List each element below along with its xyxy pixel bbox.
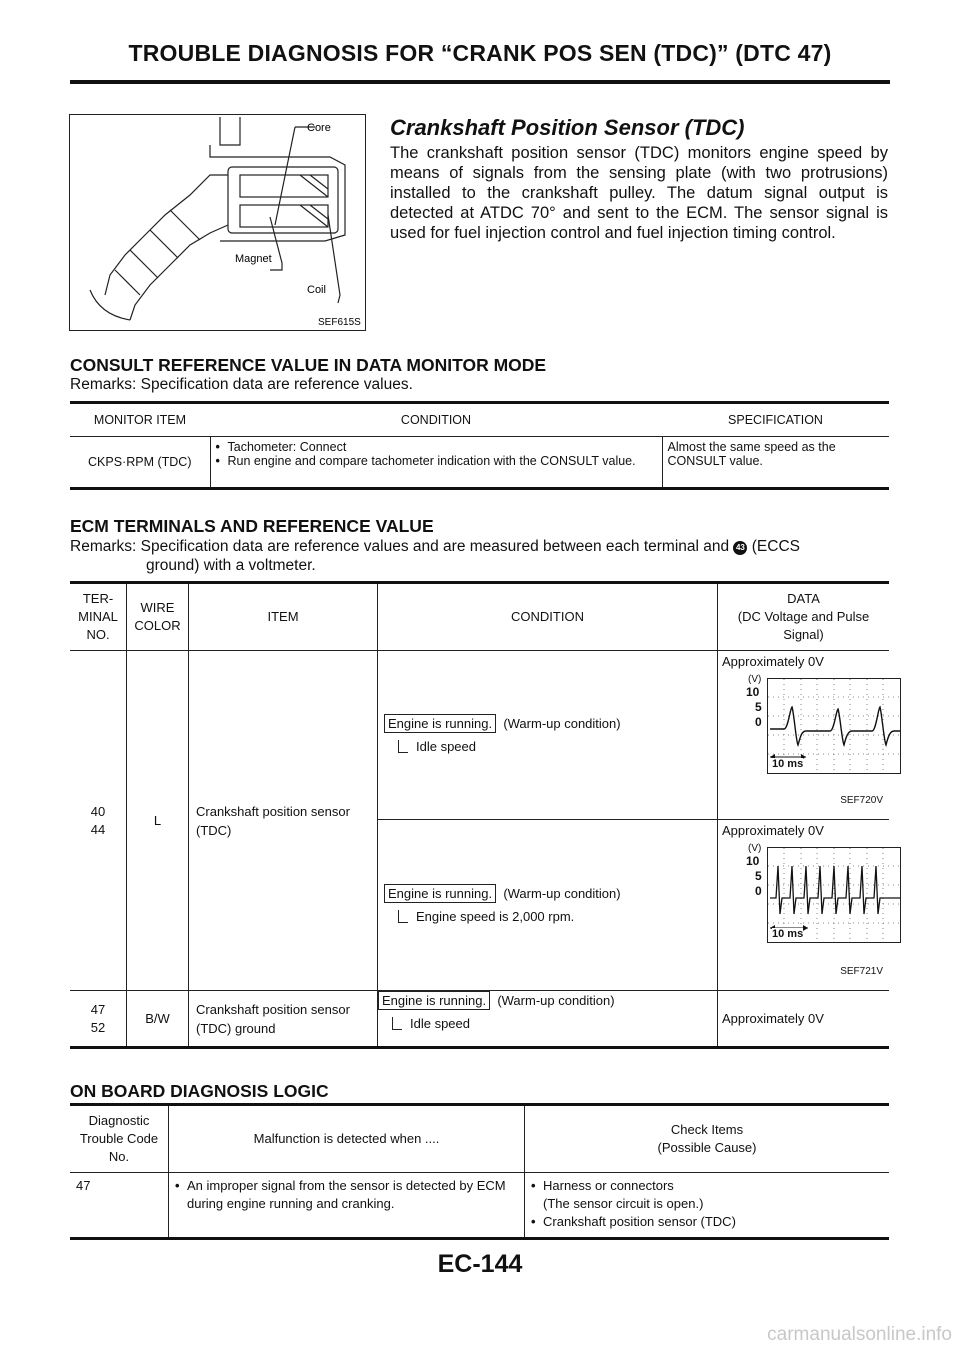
check-items-cell: [525, 1173, 890, 1239]
condition-detail-line: [384, 909, 717, 924]
scope-tick-5: 5: [755, 700, 762, 714]
ecm-heading: ECM TERMINALS AND REFERENCE VALUE: [70, 516, 434, 536]
label-coil: Coil: [307, 284, 326, 296]
scope-unit: (V): [748, 843, 762, 854]
col-wire-l2: COLOR: [134, 618, 181, 633]
col-terminal-l2: MINAL: [78, 609, 118, 624]
scope-unit: (V): [748, 674, 762, 685]
table-row: [70, 651, 889, 820]
col-monitor-item: MONITOR ITEM: [70, 404, 210, 437]
condition-cell: [378, 651, 718, 820]
crankshaft-sensor-drawing: [70, 115, 365, 330]
data-value: Approximately 0V: [722, 823, 824, 838]
watermark: carmanualsonline.info: [767, 1324, 952, 1345]
condition-cell: [210, 437, 662, 489]
col-terminal-l1: TER-: [82, 591, 114, 606]
item-l1: Crankshaft position sensor: [196, 803, 350, 819]
col-dtc-l2: Trouble Code: [79, 1131, 159, 1146]
indent-hook-icon: [392, 1017, 402, 1030]
monitor-item: CKPS·RPM (TDC): [70, 437, 210, 489]
condition-note: (Warm-up condition): [503, 716, 621, 731]
consult-heading: CONSULT REFERENCE VALUE IN DATA MONITOR MODE: [70, 355, 547, 375]
scope-time-label: 10 ms: [772, 928, 804, 940]
condition-line: [384, 886, 717, 901]
scope-tick-0: 0: [755, 884, 762, 898]
state-box: Engine is running.: [378, 991, 490, 1010]
ecm-remarks-text: Remarks: Specification data are reference values and are measured between each terminal and: [70, 538, 730, 555]
dtc-number: 47: [70, 1173, 169, 1239]
obd-heading: ON BOARD DIAGNOSIS LOGIC: [70, 1081, 329, 1101]
indent-hook-icon: [398, 910, 408, 923]
label-core: Core: [307, 122, 331, 134]
condition-note: (Warm-up condition): [503, 886, 621, 901]
terminal-badge: [733, 541, 747, 555]
col-check-items: [525, 1106, 890, 1173]
col-terminal: [70, 584, 127, 651]
condition-detail-line: [378, 1016, 717, 1031]
col-data-l1: DATA: [787, 591, 820, 606]
condition-detail: Idle speed: [416, 739, 476, 754]
terminal-number: [70, 991, 127, 1048]
data-cell: [718, 651, 890, 820]
oscilloscope-waveform: [722, 669, 889, 814]
wire-color: L: [127, 651, 189, 991]
terminal-number: [70, 651, 127, 991]
check-item: [531, 1177, 883, 1213]
scope-code: SEF721V: [840, 966, 883, 977]
terminal-a: 40: [90, 803, 106, 819]
condition-note: (Warm-up condition): [497, 993, 615, 1008]
sensor-illustration: [69, 114, 366, 331]
ecm-remarks-line1: [70, 538, 890, 556]
terminal-badge-number: 43: [735, 543, 745, 552]
header-rule: [70, 80, 890, 84]
label-magnet: Magnet: [235, 253, 272, 265]
condition-item: • Run engine and compare tachometer indication with the CONSULT value.: [216, 454, 657, 468]
state-box: Engine is running.: [384, 884, 496, 903]
data-value: Approximately 0V: [718, 991, 890, 1048]
ecm-remarks-text-2: (ECCS: [751, 538, 800, 555]
col-dtc-l3: No.: [108, 1149, 130, 1164]
col-wire-l1: WIRE: [140, 600, 175, 615]
scope-tick-10: 10: [746, 854, 760, 868]
ecm-table: [70, 584, 889, 1049]
col-wire-color: [127, 584, 189, 651]
item-l2: (TDC) ground: [196, 1020, 276, 1036]
condition-detail: Idle speed: [410, 1016, 470, 1031]
check-item: • Crankshaft position sensor (TDC): [531, 1213, 883, 1231]
page-number: EC-144: [437, 1250, 523, 1278]
col-condition: CONDITION: [210, 404, 662, 437]
page-header-title: TROUBLE DIAGNOSIS FOR “CRANK POS SEN (TDC)” (DTC 47): [128, 40, 832, 66]
ecm-remarks-line2: ground) with a voltmeter.: [146, 557, 316, 574]
col-item: ITEM: [189, 584, 378, 651]
table-row: [70, 1173, 889, 1239]
scope-tick-5: 5: [755, 869, 762, 883]
condition-cell: [378, 991, 718, 1048]
col-condition: CONDITION: [378, 584, 718, 651]
obd-table: [70, 1106, 889, 1240]
condition-item: • Tachometer: Connect: [216, 440, 657, 454]
scope-time-label: 10 ms: [772, 758, 804, 770]
scope-screen: [767, 678, 901, 774]
oscilloscope-waveform: [722, 838, 889, 985]
data-cell: [718, 820, 890, 991]
table-row: [70, 437, 889, 489]
malfunction-item: • An improper signal from the sensor is detected by ECM during engine running and cranking.: [175, 1177, 518, 1213]
section-body: The crankshaft position sensor (TDC) monitors engine speed by means of signals from the sensing plate (with two protrusions) installed to the crankshaft pulley. The datum signal output is detected at ATDC 70° and sent to the ECM. The sensor signal is used for fuel injection control and fuel injection timing control.: [390, 144, 888, 242]
col-data-l3: Signal): [783, 627, 824, 642]
terminal-b: 44: [90, 821, 106, 837]
condition-line: [378, 993, 717, 1008]
data-value: Approximately 0V: [722, 654, 824, 669]
check-item-text: Harness or connectors: [543, 1178, 674, 1193]
col-malfunction: Malfunction is detected when ....: [169, 1106, 525, 1173]
item-l2: (TDC): [196, 822, 232, 838]
indent-hook-icon: [398, 740, 408, 753]
item-l1: Crankshaft position sensor: [196, 1001, 350, 1017]
wire-color: B/W: [127, 991, 189, 1048]
condition-detail-line: [384, 739, 717, 754]
col-check-l2: (Possible Cause): [657, 1140, 757, 1155]
col-dtc: [70, 1106, 169, 1173]
section-title: Crankshaft Position Sensor (TDC): [390, 115, 745, 140]
figure-code: SEF615S: [318, 317, 361, 328]
state-box: Engine is running.: [384, 714, 496, 733]
table-row: [70, 991, 889, 1048]
consult-remarks: Remarks: Specification data are reference values.: [70, 376, 413, 393]
col-specification: SPECIFICATION: [662, 404, 889, 437]
consult-table: [70, 404, 889, 490]
specification-value: Almost the same speed as the CONSULT value.: [662, 437, 889, 489]
condition-line: [384, 716, 717, 731]
col-check-l1: Check Items: [670, 1122, 744, 1137]
condition-cell: [378, 820, 718, 991]
terminal-b: 52: [90, 1019, 106, 1035]
col-data: [718, 584, 890, 651]
condition-detail: Engine speed is 2,000 rpm.: [416, 909, 575, 924]
malfunction-cell: [169, 1173, 525, 1239]
item-cell: [189, 651, 378, 991]
scope-code: SEF720V: [840, 795, 883, 806]
col-dtc-l1: Diagnostic: [88, 1113, 150, 1128]
scope-screen: [767, 847, 901, 943]
terminal-a: 47: [90, 1001, 106, 1017]
check-item-note: (The sensor circuit is open.): [543, 1196, 704, 1211]
col-data-l2: (DC Voltage and Pulse: [737, 609, 870, 624]
scope-tick-10: 10: [746, 685, 760, 699]
item-cell: [189, 991, 378, 1048]
scope-tick-0: 0: [755, 715, 762, 729]
col-terminal-l3: NO.: [86, 627, 110, 642]
